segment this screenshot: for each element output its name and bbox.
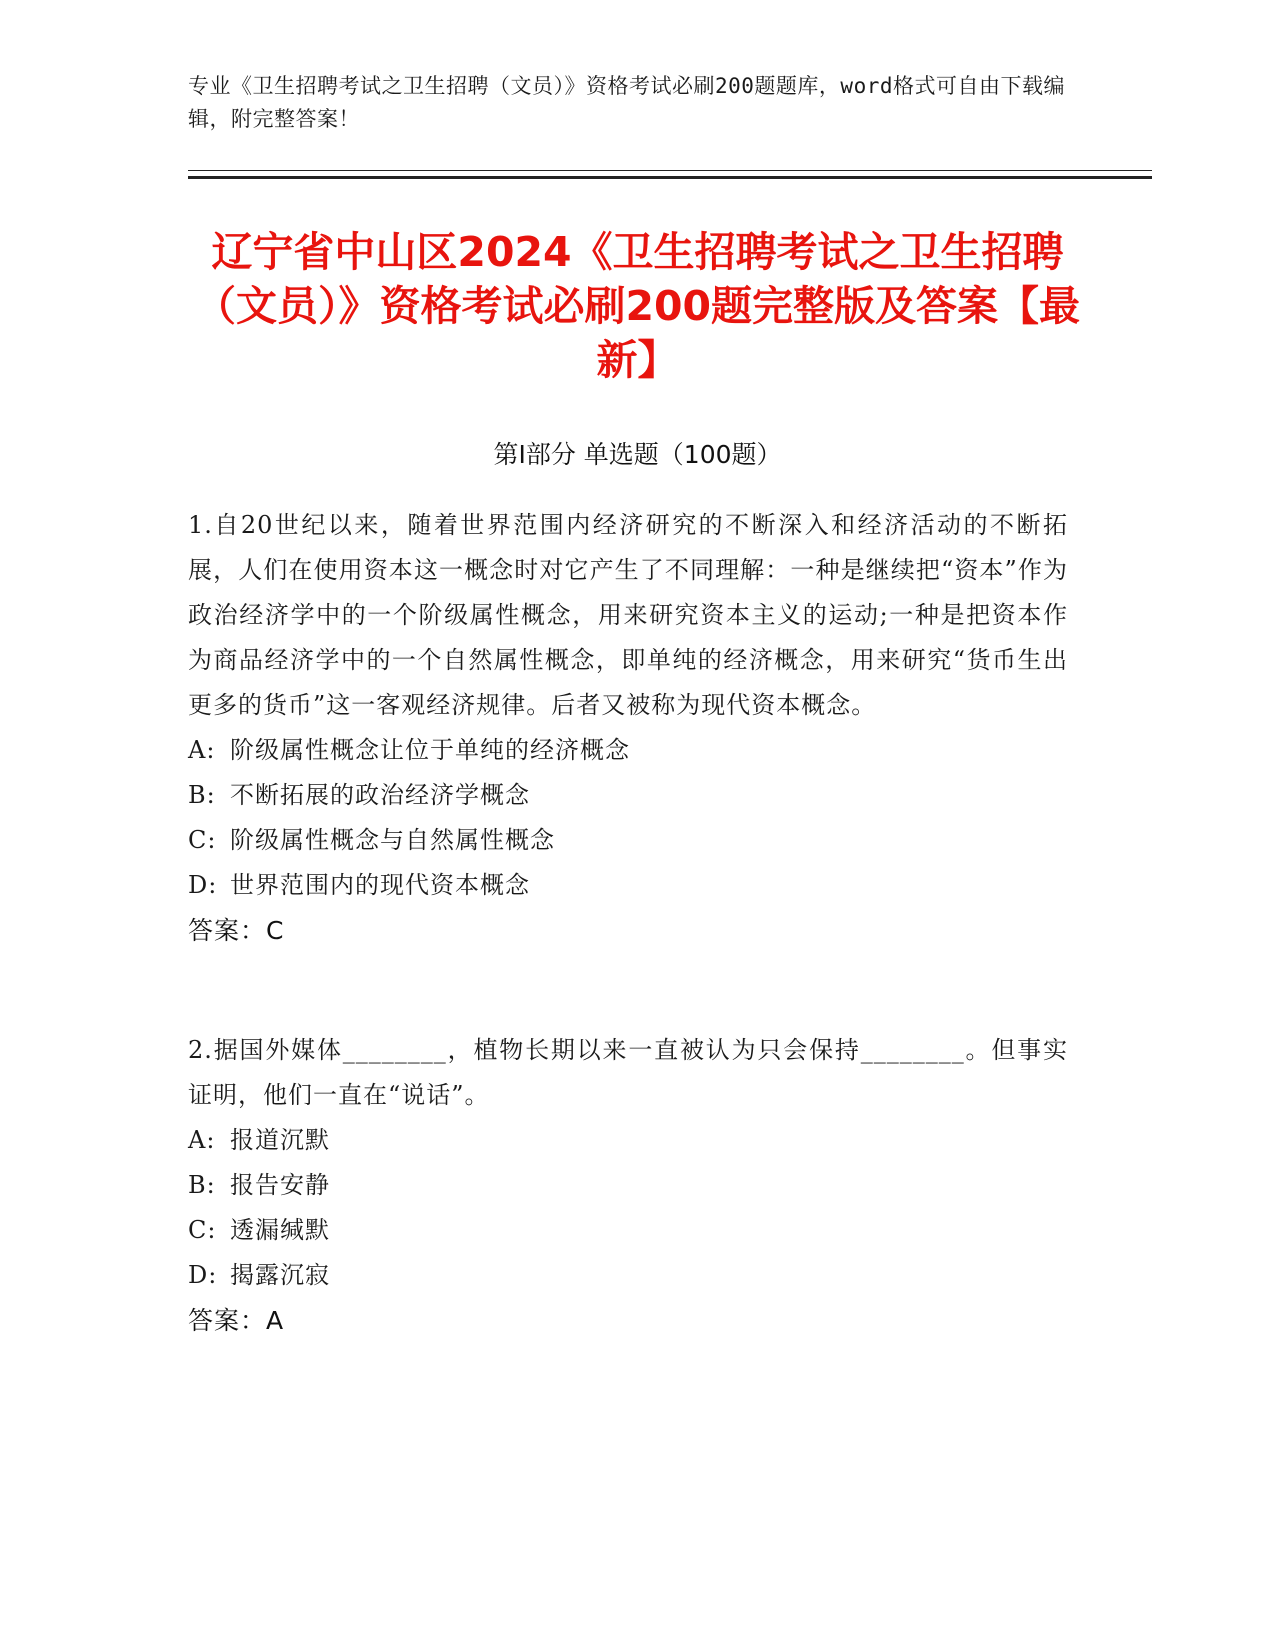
header-divider-thin: [188, 170, 1152, 171]
question-stem: 1.自20世纪以来，随着世界范围内经济研究的不断深入和经济活动的不断拓展，人们在使用资本这一概念时对它产生了不同理解：一种是继续把“资本”作为政治经济学中的一个阶级属性概念，用来研究资本主义的运动;一种是把资本作为商品经济学中的一个自然属性概念，即单纯的经济概念，用来研究“货币生出更多的货币”这一客观经济规律。后者又被称为现代资本概念。: [188, 511, 1068, 719]
option-key: B:: [188, 1171, 216, 1199]
option-text: 报道沉默: [230, 1126, 330, 1154]
option-key: D:: [188, 1261, 218, 1289]
option-text: 揭露沉寂: [230, 1261, 330, 1289]
option-text: 透漏缄默: [230, 1216, 330, 1244]
option-key: C:: [188, 826, 217, 854]
question-stem: 2.据国外媒体________，植物长期以来一直被认为只会保持________。但事实证明，他们一直在“说话”。: [188, 1036, 1068, 1109]
option-a: [188, 1118, 1068, 1163]
header-note: 专业《卫生招聘考试之卫生招聘（文员）》资格考试必刷200题题库，word格式可自由下载编辑，附完整答案！: [188, 74, 1065, 131]
question-2: [188, 1028, 1068, 1343]
option-b: [188, 773, 1068, 818]
option-text: 世界范围内的现代资本概念: [230, 871, 530, 899]
option-key: A:: [188, 1126, 216, 1154]
option-c: [188, 818, 1068, 863]
header-divider-thick: [188, 176, 1152, 179]
option-key: B:: [188, 781, 216, 809]
option-key: D:: [188, 871, 218, 899]
option-text: 不断拓展的政治经济学概念: [230, 781, 530, 809]
document-title: 辽宁省中山区2024《卫生招聘考试之卫生招聘（文员）》资格考试必刷200题完整版及答案【最新】: [194, 228, 1081, 384]
option-d: [188, 863, 1068, 908]
question-1: [188, 503, 1068, 953]
answer-line: 答案：A: [188, 1306, 285, 1335]
answer-line: 答案：C: [188, 916, 285, 945]
section-heading: 第Ⅰ部分 单选题（100题）: [493, 440, 782, 469]
option-a: [188, 728, 1068, 773]
option-key: C:: [188, 1216, 217, 1244]
option-key: A:: [188, 736, 216, 764]
option-text: 阶级属性概念让位于单纯的经济概念: [230, 736, 630, 764]
option-c: [188, 1208, 1068, 1253]
option-b: [188, 1163, 1068, 1208]
option-text: 报告安静: [230, 1171, 330, 1199]
option-text: 阶级属性概念与自然属性概念: [230, 826, 555, 854]
option-d: [188, 1253, 1068, 1298]
